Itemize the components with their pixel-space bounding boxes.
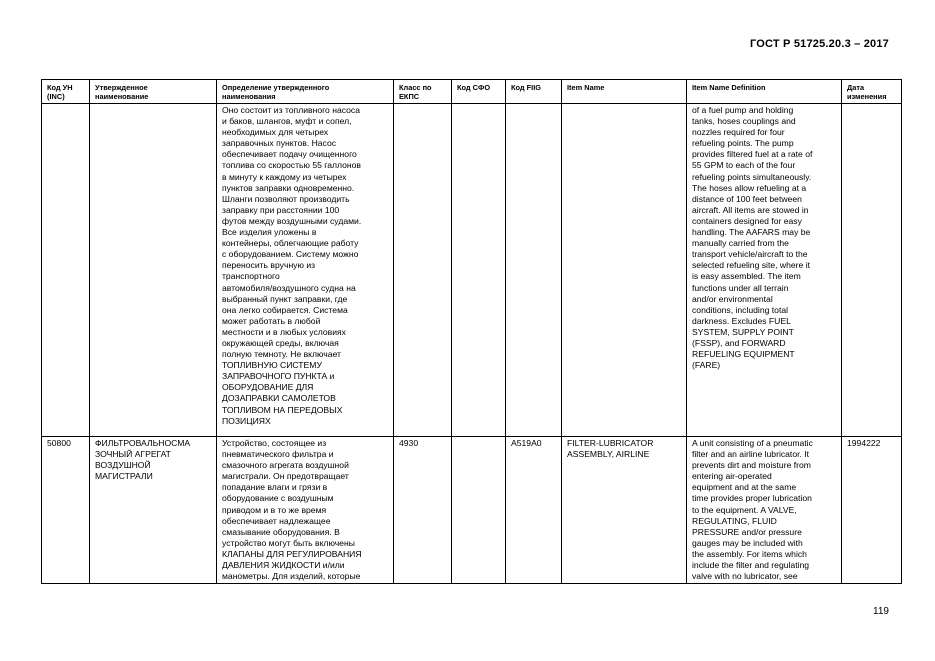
cell-fiig-code: A519A0 (506, 437, 562, 584)
column-header-item-name-definition: Item Name Definition (687, 80, 842, 104)
cell-ekps-class (394, 104, 452, 437)
column-header-ekps-class: Класс по ЕКПС (394, 80, 452, 104)
cell-definition-ru: Устройство, состоящее из пневматического фильтра и смазочного агрегата воздушной магистрали. Он предотвращает попадание влаги и грязи в оборудование с воздушным приводом и в то же время обеспечивает надлежащее смазывание оборудования. В устройство могут быть включены КЛАПАНЫ ДЛЯ РЕГУЛИРОВАНИЯ ДАВЛЕНИЯ ЖИДКОСТИ и/или манометры. Для изделий, которые (217, 437, 394, 584)
table-header-row (42, 80, 902, 104)
cell-ekps-class: 4930 (394, 437, 452, 584)
cell-inc: 50800 (42, 437, 90, 584)
specification-table (41, 79, 902, 584)
document-standard-id: ГОСТ Р 51725.20.3 – 2017 (749, 38, 889, 50)
column-header-fiig-code: Код FIIG (506, 80, 562, 104)
cell-item-name: FILTER-LUBRICATOR ASSEMBLY, AIRLINE (562, 437, 687, 584)
cell-item-name-definition: of a fuel pump and holding tanks, hoses couplings and nozzles required for four refueling points. The pump provides filtered fuel at a rate of 55 GPM to each of the four refueling points simultaneously. The hoses allow refueling at a distance of 100 feet between aircraft. All items are stowed in containers designed for easy handling. The AAFARS may be manually carried from the transport vehicle/aircraft to the selected refueling site, where it is easy assembled. The item functions under all terrain and/or environmental conditions, including total darkness. Excludes FUEL SYSTEM, SUPPLY POINT (FSSP), and FORWARD REFUELING EQUIPMENT (FARE) (687, 104, 842, 437)
cell-item-name-definition: A unit consisting of a pneumatic filter and an airline lubricator. It prevents dirt and moisture from entering air-operated equipment and at the same time provides proper lubrication to the equipment. A VALVE, REGULATING, FLUID PRESSURE and/or pressure gauges may be included with the assembly. For items which include the filter and regulating valve with no lubricator, see (687, 437, 842, 584)
cell-change-date: 1994222 (842, 437, 902, 584)
column-header-inc: Код УН (INC) (42, 80, 90, 104)
cell-approved-name (90, 104, 217, 437)
page-number: 119 (873, 606, 889, 617)
column-header-sfo-code: Код СФО (452, 80, 506, 104)
column-header-definition: Определение утвержденного наименования (217, 80, 394, 104)
table-row (42, 104, 902, 437)
cell-sfo-code (452, 104, 506, 437)
column-header-approved-name: Утвержденное наименование (90, 80, 217, 104)
cell-approved-name: ФИЛЬТРОВАЛЬНОСМА ЗОЧНЫЙ АГРЕГАТ ВОЗДУШНОЙ МАГИСТРАЛИ (90, 437, 217, 584)
cell-change-date (842, 104, 902, 437)
column-header-change-date: Дата изменения (842, 80, 902, 104)
cell-definition-ru: Оно состоит из топливного насоса и баков, шлангов, муфт и сопел, необходимых для четырех заправочных пунктов. Насос обеспечивает подачу очищенного топлива со скоростью 55 галлонов в минуту к каждому из четырех пунктов заправки одновременно. Шланги позволяют производить заправку при расстоянии 100 футов между воздушными судами. Все изделия уложены в контейнеры, облегчающие работу с оборудованием. Систему можно переносить вручную из транспортного автомобиля/воздушного судна на выбранный пункт заправки, где она легко собирается. Система может работать в любой местности и в любых условиях окружающей среды, включая полную темноту. Не включает ТОПЛИВНУЮ СИСТЕМУ ЗАПРАВОЧНОГО ПУНКТА и ОБОРУДОВАНИЕ ДЛЯ ДОЗАПРАВКИ САМОЛЕТОВ ТОПЛИВОМ НА ПЕРЕДОВЫХ ПОЗИЦИЯХ (217, 104, 394, 437)
table-row (42, 437, 902, 584)
cell-fiig-code (506, 104, 562, 437)
cell-inc (42, 104, 90, 437)
cell-item-name (562, 104, 687, 437)
cell-sfo-code (452, 437, 506, 584)
column-header-item-name: Item Name (562, 80, 687, 104)
